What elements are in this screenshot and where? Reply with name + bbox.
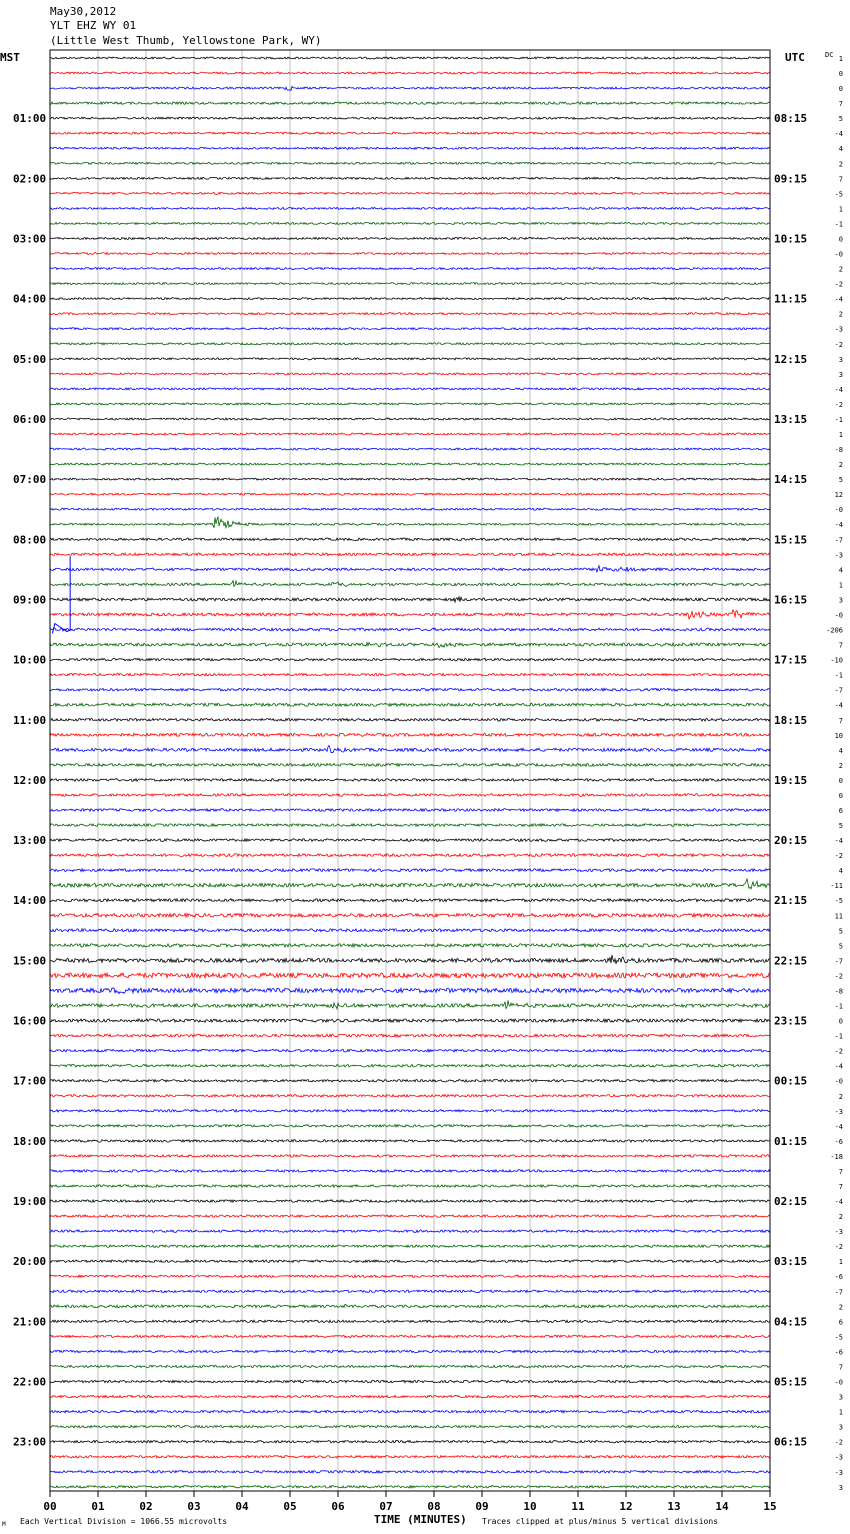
- utc-hour-label: 10:15: [774, 232, 808, 246]
- header-date: May30,2012: [50, 5, 117, 18]
- seismic-trace: [50, 433, 770, 435]
- dc-offset-value: 2: [838, 1303, 843, 1312]
- dc-offset-value: -0: [834, 250, 843, 259]
- x-tick-label: 01: [91, 1500, 105, 1513]
- dc-offset-value: 2: [838, 160, 843, 169]
- dc-offset-value: -6: [834, 1273, 843, 1282]
- seismic-trace: [50, 1095, 770, 1097]
- seismic-trace: [50, 854, 770, 857]
- seismic-trace: [50, 1034, 770, 1037]
- dc-offset-value: -4: [834, 1122, 843, 1131]
- dc-offset-value: 2: [838, 265, 843, 274]
- seismic-trace: [50, 1001, 770, 1009]
- utc-hour-label: 03:15: [774, 1255, 808, 1269]
- seismic-trace: [50, 1290, 770, 1292]
- mst-hour-label: 10:00: [13, 653, 47, 667]
- dc-offset-value: 1: [838, 431, 843, 439]
- dc-offset-value: -0: [834, 506, 843, 515]
- utc-hour-label: 15:15: [774, 533, 808, 547]
- seismic-trace: [50, 207, 770, 209]
- seismic-trace: [50, 1049, 770, 1052]
- seismic-trace: [50, 914, 770, 918]
- dc-offset-value: -3: [834, 1453, 843, 1462]
- seismic-trace: [50, 733, 770, 736]
- seismic-trace: [50, 517, 770, 528]
- seismic-trace: [50, 581, 770, 587]
- utc-hour-label: 12:15: [774, 352, 808, 366]
- x-tick-label: 06: [331, 1500, 345, 1513]
- x-axis-label: TIME (MINUTES): [374, 1513, 467, 1526]
- mst-hour-label: 17:00: [13, 1074, 47, 1088]
- utc-hour-label: 17:15: [774, 653, 808, 667]
- seismic-trace: [50, 1170, 770, 1172]
- dc-offset-value: 5: [838, 927, 843, 936]
- dc-offset-value: -1: [834, 1032, 843, 1041]
- dc-offset-value: -3: [834, 1107, 843, 1116]
- seismic-trace: [50, 988, 770, 994]
- seismic-trace: [50, 358, 770, 360]
- dc-offset-value: -2: [834, 1047, 843, 1056]
- dc-offset-value: -11: [830, 882, 843, 891]
- seismic-trace: [50, 538, 770, 540]
- seismic-trace: [50, 688, 770, 691]
- seismic-trace: [50, 238, 770, 240]
- dc-offset-value: -10: [830, 656, 843, 665]
- utc-hour-label: 18:15: [774, 713, 808, 727]
- utc-hour-label: 16:15: [774, 593, 808, 607]
- seismic-trace: [50, 1410, 770, 1412]
- mst-hour-label: 14:00: [13, 894, 47, 908]
- seismic-trace: [50, 839, 770, 842]
- seismic-trace: [50, 1380, 770, 1382]
- seismic-trace: [50, 610, 770, 619]
- mst-hour-label: 13:00: [13, 834, 47, 848]
- mst-hour-label: 18:00: [13, 1134, 47, 1148]
- seismic-trace: [50, 493, 770, 495]
- seismic-trace: [50, 192, 770, 194]
- dc-offset-value: 7: [838, 1183, 843, 1191]
- seismic-trace: [50, 388, 770, 390]
- dc-offset-value: -7: [834, 536, 843, 545]
- mst-hour-label: 22:00: [13, 1375, 47, 1389]
- dc-offset-value: 3: [838, 1483, 843, 1492]
- footer-scale-note: Each Vertical Division = 1066.55 microvolts: [20, 1517, 228, 1526]
- dc-offset-value: -4: [834, 837, 843, 846]
- dc-offset-value: -5: [834, 190, 843, 199]
- dc-offset-value: 1: [838, 581, 843, 590]
- seismic-trace: [50, 463, 770, 465]
- dc-offset-value: 3: [838, 1393, 843, 1402]
- seismic-trace: [50, 1125, 770, 1127]
- seismic-trace: [50, 955, 770, 964]
- dc-offset-value: 7: [838, 641, 843, 650]
- dc-offset-value: 2: [838, 761, 843, 770]
- seismic-trace: [50, 478, 770, 480]
- dc-offset-value: 7: [838, 100, 843, 109]
- dc-offset-value: -2: [834, 852, 843, 861]
- seismic-trace: [50, 1080, 770, 1082]
- seismic-trace: [50, 1486, 770, 1488]
- dc-offset-value: -2: [834, 400, 843, 409]
- dc-offset-value: -1: [834, 1002, 843, 1011]
- dc-offset-value: 2: [838, 1213, 843, 1222]
- dc-offset-value: -0: [834, 1077, 843, 1086]
- utc-hour-label: 19:15: [774, 773, 808, 787]
- dc-offset-value: 4: [838, 145, 843, 154]
- seismic-trace: [50, 879, 770, 889]
- dc-offset-value: -4: [834, 701, 843, 710]
- dc-offset-value: 1: [838, 205, 843, 214]
- seismic-trace: [50, 628, 770, 631]
- mst-hour-label: 04:00: [13, 292, 47, 306]
- seismic-trace: [50, 1365, 770, 1367]
- seismic-trace: [50, 72, 770, 74]
- dc-offset-value: -0: [834, 611, 843, 620]
- dc-offset-value: -8: [834, 446, 843, 455]
- header-station: YLT EHZ WY 01: [50, 19, 137, 32]
- dc-offset-value: -5: [834, 1333, 843, 1342]
- seismic-trace: [50, 1245, 770, 1247]
- dc-offset-value: -4: [834, 385, 843, 394]
- seismic-trace: [50, 764, 770, 767]
- seismic-trace: [50, 1441, 770, 1443]
- dc-offset-value: 7: [838, 1363, 843, 1372]
- seismic-trace: [50, 508, 770, 510]
- dc-offset-value: 10: [834, 731, 843, 740]
- utc-hour-label: 21:15: [774, 894, 808, 908]
- x-tick-label: 03: [187, 1500, 201, 1513]
- dc-offset-value: -7: [834, 1288, 843, 1297]
- dc-offset-value: -0: [834, 1378, 843, 1387]
- dc-offset-value: 1: [838, 1258, 843, 1267]
- dc-offset-value: 0: [838, 791, 843, 800]
- utc-hour-label: 09:15: [774, 172, 808, 186]
- seismic-trace: [50, 147, 770, 149]
- dc-offset-value: -3: [834, 1228, 843, 1237]
- seismic-trace: [50, 343, 770, 345]
- seismic-trace: [50, 944, 770, 947]
- seismic-trace: [50, 298, 770, 300]
- utc-hour-label: 22:15: [774, 954, 808, 968]
- dc-offset-value: 4: [838, 867, 843, 876]
- dc-offset-value: -6: [834, 1137, 843, 1146]
- seismic-trace: [50, 1335, 770, 1337]
- dc-offset-value: 2: [838, 310, 843, 319]
- seismic-trace: [50, 283, 770, 285]
- seismic-trace: [50, 1110, 770, 1112]
- dc-offset-value: -1: [834, 671, 843, 680]
- mst-label: MST: [0, 51, 20, 64]
- dc-offset-value: -2: [834, 340, 843, 349]
- corner-mark: M: [2, 1521, 6, 1528]
- mst-hour-label: 16:00: [13, 1014, 47, 1028]
- dc-offset-value: -5: [834, 897, 843, 906]
- seismic-trace: [50, 794, 770, 797]
- x-tick-label: 07: [379, 1500, 393, 1513]
- mst-hour-label: 05:00: [13, 352, 47, 366]
- mst-hour-label: 03:00: [13, 232, 47, 246]
- dc-offset-value: 0: [838, 235, 843, 244]
- dc-offset-value: 11: [834, 912, 843, 921]
- mst-hour-label: 12:00: [13, 773, 47, 787]
- dc-offset-value: -2: [834, 280, 843, 289]
- dc-offset-value: 6: [838, 807, 843, 815]
- dc-offset-value: 1: [838, 1408, 843, 1417]
- dc-offset-value: -3: [834, 325, 843, 334]
- dc-offset-value: 0: [838, 1017, 843, 1026]
- seismic-trace: [50, 117, 770, 119]
- seismic-trace: [50, 1471, 770, 1473]
- seismic-trace: [50, 1320, 770, 1322]
- utc-hour-label: 23:15: [774, 1014, 808, 1028]
- x-tick-label: 00: [43, 1500, 57, 1513]
- dc-offset-value: 5: [838, 822, 843, 831]
- seismic-trace: [50, 1064, 770, 1067]
- dc-offset-value: -2: [834, 1243, 843, 1252]
- seismic-trace: [50, 929, 770, 932]
- dc-offset-value: -7: [834, 686, 843, 695]
- seismic-trace: [50, 1304, 770, 1307]
- dc-offset-value: -4: [834, 1062, 843, 1071]
- seismic-trace: [50, 1260, 770, 1262]
- x-tick-label: 05: [283, 1500, 297, 1513]
- seismic-trace: [50, 643, 770, 648]
- seismic-trace: [50, 719, 770, 722]
- mst-hour-label: 15:00: [13, 954, 47, 968]
- dc-offset-value: -3: [834, 1468, 843, 1477]
- footer-clip-note: Traces clipped at plus/minus 5 vertical divisions: [482, 1517, 719, 1526]
- seismic-trace: [50, 1426, 770, 1428]
- dc-offset-value: 0: [838, 70, 843, 79]
- dc-offset-value: 3: [838, 1423, 843, 1432]
- dc-offset-value: -4: [834, 521, 843, 530]
- mst-hour-label: 19:00: [13, 1195, 47, 1209]
- dc-offset-value: 0: [838, 776, 843, 785]
- dc-offset-value: -2: [834, 972, 843, 981]
- dc-offset-value: 1: [838, 55, 843, 63]
- seismic-trace: [50, 746, 770, 753]
- mst-hour-label: 07:00: [13, 473, 47, 487]
- seismic-trace: [50, 373, 770, 375]
- dc-offset-value: -1: [834, 415, 843, 424]
- mst-hour-label: 09:00: [13, 593, 47, 607]
- dc-offset-value: -4: [834, 295, 843, 304]
- seismic-trace: [50, 403, 770, 405]
- dc-offset-value: -18: [830, 1152, 843, 1161]
- dc-label: DC: [825, 51, 834, 59]
- mst-hour-label: 08:00: [13, 533, 47, 547]
- dc-offset-value: -1: [834, 220, 843, 229]
- header-location: (Little West Thumb, Yellowstone Park, WY): [50, 34, 322, 47]
- utc-hour-label: 14:15: [774, 473, 808, 487]
- dc-offset-value: 2: [838, 461, 843, 470]
- utc-hour-label: 01:15: [774, 1134, 808, 1148]
- x-tick-label: 10: [523, 1500, 537, 1513]
- utc-hour-label: 06:15: [774, 1435, 808, 1449]
- dc-offset-value: 5: [838, 942, 843, 951]
- utc-hour-label: 08:15: [774, 112, 808, 126]
- x-tick-label: 02: [139, 1500, 153, 1513]
- dc-offset-value: 3: [838, 355, 843, 364]
- seismic-trace: [50, 973, 770, 978]
- dc-offset-value: 7: [838, 716, 843, 725]
- seismic-trace: [50, 673, 770, 675]
- dc-offset-value: -2: [834, 1438, 843, 1447]
- seismic-trace: [50, 1185, 770, 1187]
- mst-hour-label: 01:00: [13, 112, 47, 126]
- utc-hour-label: 13:15: [774, 412, 808, 426]
- seismic-trace: [50, 177, 770, 179]
- seismic-trace: [50, 809, 770, 812]
- x-tick-label: 15: [763, 1500, 777, 1513]
- utc-hour-label: 00:15: [774, 1074, 808, 1088]
- x-tick-label: 11: [571, 1500, 585, 1513]
- dc-offset-value: 6: [838, 1318, 843, 1327]
- dc-offset-value: 3: [838, 596, 843, 605]
- seismic-trace: [50, 102, 770, 104]
- dc-offset-value: -4: [834, 130, 843, 139]
- dc-offset-value: 7: [838, 175, 843, 184]
- seismic-trace: [50, 1395, 770, 1397]
- seismic-trace: [50, 1155, 770, 1157]
- dc-offset-value: 0: [838, 85, 843, 94]
- trace-layer: [50, 57, 770, 1488]
- dc-offset-value: -7: [834, 957, 843, 966]
- mst-hour-label: 02:00: [13, 172, 47, 186]
- seismic-trace: [50, 899, 770, 902]
- utc-hour-label: 04:15: [774, 1315, 808, 1329]
- x-tick-label: 04: [235, 1500, 249, 1513]
- utc-label: UTC: [785, 51, 805, 64]
- x-tick-label: 09: [475, 1500, 489, 1513]
- seismic-trace: [50, 1140, 770, 1142]
- utc-hour-label: 05:15: [774, 1375, 808, 1389]
- dc-offset-value: -6: [834, 1348, 843, 1357]
- seismic-trace: [50, 57, 770, 59]
- seismic-trace: [50, 86, 770, 90]
- seismic-trace: [50, 553, 770, 556]
- seismic-trace: [50, 1019, 770, 1022]
- dc-offset-value: 5: [838, 115, 843, 124]
- dc-offset-value: -206: [826, 626, 843, 635]
- dc-offset-value: 12: [834, 491, 843, 500]
- grid-layer: [50, 50, 770, 1497]
- x-tick-label: 08: [427, 1500, 441, 1513]
- dc-offset-value: -3: [834, 551, 843, 560]
- dc-offset-value: -8: [834, 987, 843, 996]
- seismic-trace: [50, 268, 770, 270]
- dc-offset-value: 5: [838, 476, 843, 485]
- mst-hour-label: 21:00: [13, 1315, 47, 1329]
- seismic-trace: [50, 1456, 770, 1458]
- dc-offset-value: -4: [834, 1198, 843, 1207]
- mst-hour-label: 20:00: [13, 1255, 47, 1269]
- mst-hour-label: 06:00: [13, 412, 47, 426]
- seismic-trace: [50, 448, 770, 450]
- utc-hour-label: 20:15: [774, 834, 808, 848]
- dc-offset-value: 4: [838, 746, 843, 755]
- x-tick-label: 14: [715, 1500, 729, 1513]
- seismic-trace: [50, 418, 770, 420]
- seismic-trace: [50, 658, 770, 660]
- seismic-trace: [50, 132, 770, 134]
- seismic-trace: [50, 1350, 770, 1352]
- seismic-trace: [50, 222, 770, 224]
- dc-offset-value: 3: [838, 370, 843, 379]
- mst-hour-label: 23:00: [13, 1435, 47, 1449]
- seismic-trace: [50, 1275, 770, 1277]
- seismic-trace: [50, 162, 770, 164]
- seismic-trace: [50, 824, 770, 827]
- seismic-trace: [50, 869, 770, 872]
- seismic-trace: [50, 703, 770, 706]
- dc-offset-value: 2: [838, 1092, 843, 1101]
- seismic-trace: [50, 328, 770, 330]
- seismic-trace: [50, 1200, 770, 1202]
- seismic-trace: [50, 566, 770, 572]
- utc-hour-label: 02:15: [774, 1195, 808, 1209]
- seismic-trace: [50, 779, 770, 782]
- x-tick-label: 13: [667, 1500, 681, 1513]
- mst-hour-label: 11:00: [13, 713, 47, 727]
- dc-offset-value: 7: [838, 1167, 843, 1176]
- dc-offset-value: 4: [838, 566, 843, 575]
- seismic-trace: [50, 1230, 770, 1232]
- seismic-trace: [50, 253, 770, 255]
- seismic-trace: [50, 313, 770, 315]
- utc-hour-label: 11:15: [774, 292, 808, 306]
- x-tick-label: 12: [619, 1500, 633, 1513]
- seismic-trace: [50, 597, 770, 602]
- seismic-trace: [50, 1215, 770, 1217]
